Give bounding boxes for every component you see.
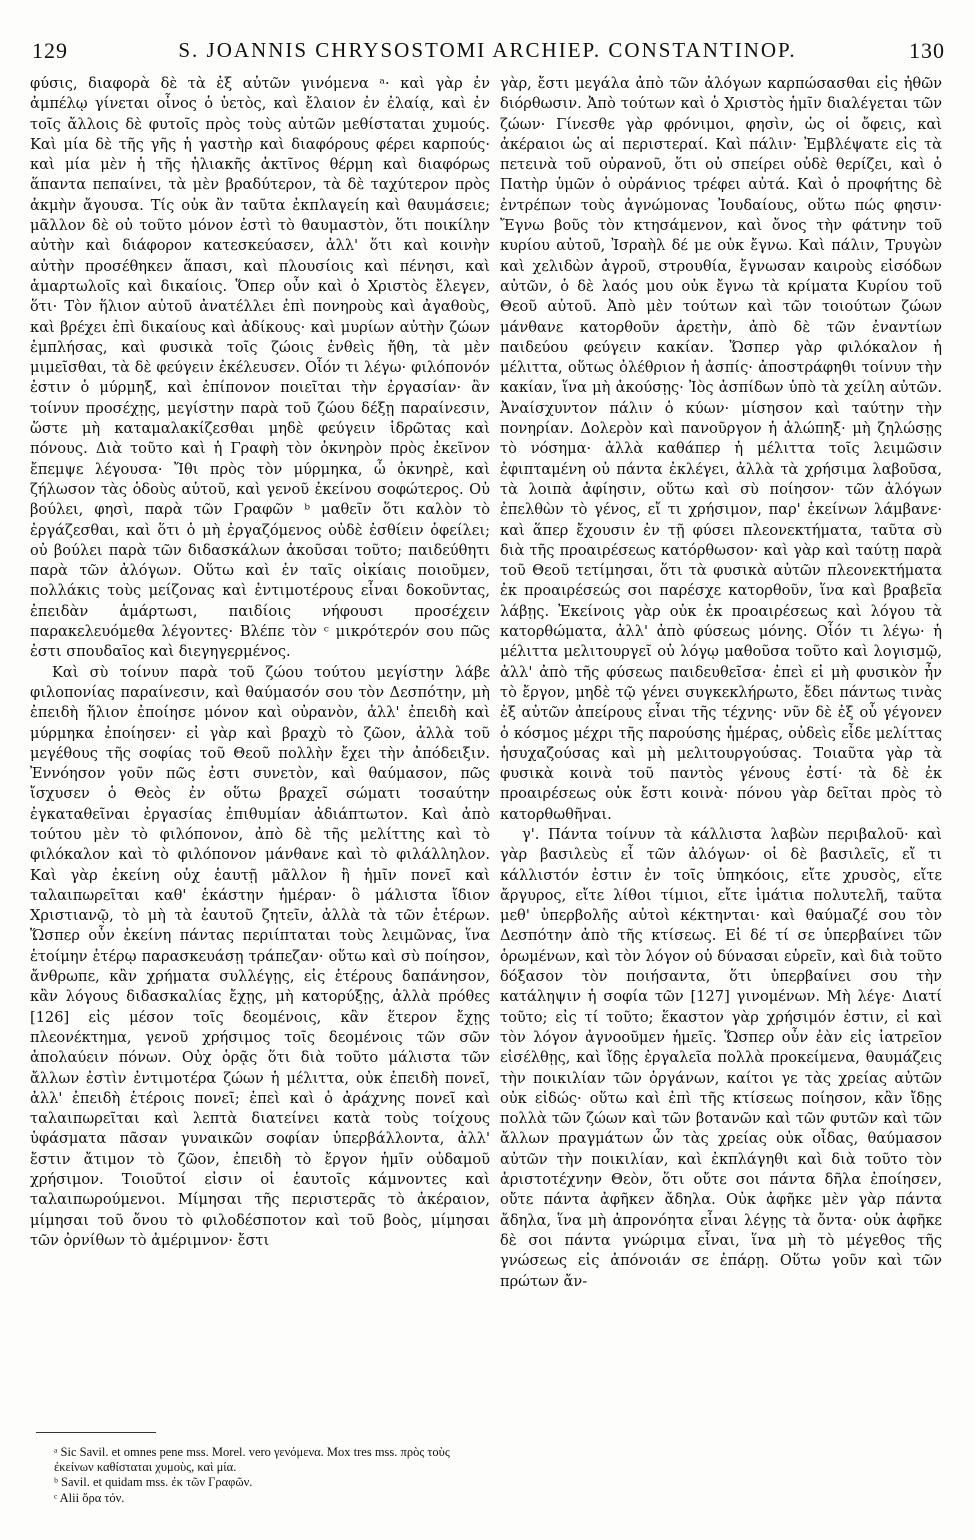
page-number-right: 130 [909,38,945,63]
right-paragraph-2: γ'. Πάντα τοίνυν τὰ κάλλιστα λαβὼν περιβαλοῦ· καὶ γὰρ βασιλεὺς εἶ τῶν ἀλόγων· οἱ δὲ βασιλεῖς, εἴ τι κάλλιστόν ἐστιν ἐν τοῖς ὑπηκόοις, εἴτε χρυσὸς, εἴτε ἄργυρος, εἴτε λίθοι τίμιοι, εἴτε ἱμάτια πολυτελῆ, ταῦτα μεθ' ὑπερβολῆς αὐτοὶ κέκτηνται· καὶ θαύμαζέ σου τὸν Δεσπότην ἀπὸ τῆς κτίσεως. Εἰ δέ τί σε ὑπερβαίνει τῶν ὁρωμένων, καὶ τὸν λόγον οὐ δύνασαι εὑρεῖν, καὶ διὰ τοῦτο δόξασον τὸν ποιήσαντα, ὅτι ὑπερβαίνει σου τὴν κατάληψιν ἡ σοφία τῶν [127] γινομένων. Μὴ λέγε· Διατί τοῦτο; εἰς τί τοῦτο; ἕκαστον γὰρ χρήσιμόν ἐστιν, εἰ καὶ τὸν λόγον ἀγνοοῦμεν ἡμεῖς. Ὥσπερ οὖν ἐὰν εἰς ἰατρεῖον εἰσέλθῃς, καὶ ἴδῃς ἐργαλεῖα πολλὰ προκείμενα, θαυμάζεις τὴν ποικιλίαν τῶν ὀργάνων, καίτοι γε τὰς χρείας αὐτῶν οὐκ εἰδώς· οὕτω καὶ ἐπὶ τῆς κτίσεως ποίησον, κἂν ἴδῃς πολλὰ τῶν ζώων καὶ τῶν βοτανῶν καὶ τῶν φυτῶν καὶ τῶν ἄλλων πραγμάτων ὧν τὰς χρείας οὐκ οἶδας, θαύμασον αὐτῶν τὴν ποικιλίαν, καὶ ἐκπλάγηθι καὶ διὰ τοῦτο τὸν ἀριστοτέχνην Θεὸν, ὅτι οὔτε σοι πάντα δῆλα ἐποίησεν, οὔτε πάντα ἀφῆκεν ἄδηλα. Οὐκ ἀφῆκε μὲν γὰρ πάντα ἄδηλα, ἵνα μὴ ἀπρονόητα εἶναι λέγῃς τὰ ὄντα· οὐκ ἀφῆκε δὲ σοι πάντα γνώριμα εἶναι, ἵνα μὴ τὸ μέγεθος τῆς γνώσεως εἰς ἀπόνοιάν σε ἐπάρῃ. Οὕτω γοῦν καὶ τῶν πρώτων ἄν- [500,825,942,1290]
footnote-c: ᶜ Alii ὅρα τόν. [54,1490,125,1505]
right-column [500,74,942,1292]
running-header [0,38,975,68]
left-paragraph-1: φύσις, διαφορὰ δὲ τὰ ἐξ αὐτῶν γινόμενα ᵃ· καὶ γὰρ ἐν ἀμπέλῳ γίνεται οἶνος ὁ ὑετὸς, καὶ ἔλαιον ἐν ἐλαίᾳ, καὶ ἐν τοῖς ἄλλοις δὲ φυτοῖς πρὸς τοὺς αὐτῶν μεθίσταται χυμούς. Καὶ μία δὲ τῆς γῆς ἡ γαστὴρ καὶ διαφόρους φέρει καρπούς· καὶ μία μὲν ἡ τῆς ἡλιακῆς ἀκτῖνος θέρμη καὶ διαφόρως ἅπαντα πεπαίνει, τὰ μὲν βραδύτερον, τὰ δὲ ταχύτερον πρὸς ἀκμὴν ἄγουσα. Τίς οὐκ ἂν ταῦτα ἐκπλαγείη καὶ θαυμάσειε; μᾶλλον δὲ οὐ τοῦτο μόνον ἐστὶ τὸ θαυμαστὸν, ὅτι ποικίλην αὐτὴν καὶ διάφορον κατεσκεύασεν, ἀλλ' ὅτι καὶ κοινὴν αὐτὴν προσέθηκεν ἅπασι, καὶ πλουσίοις καὶ πένησι, καὶ ἁμαρτωλοῖς καὶ δικαίοις. Ὅπερ οὖν καὶ ὁ Χριστὸς ἔλεγεν, ὅτι· Τὸν ἥλιον αὐτοῦ ἀνατέλλει ἐπὶ πονηροὺς καὶ ἀγαθοὺς, καὶ βρέχει ἐπὶ δικαίους καὶ ἀδίκους· καὶ μυρίων αὐτὴν ζώων ἐμπλήσας, καὶ φυσικὰ τοῖς ζώοις ἐνθεὶς ἤθη, τὰ μὲν μιμεῖσθαι, τὰ δὲ φεύγειν ἐκέλευσεν. Οἷόν τι λέγω· φιλόπονόν ἐστιν ὁ μύρμηξ, καὶ ἐπίπονον ποιεῖται τὴν ἐργασίαν· ἂν τοίνυν προσέχῃς, μεγίστην παρὰ τοῦ ζώου δέξῃ παραίνεσιν, ὥστε μὴ καταμαλακίζεσθαι μηδὲ φεύγειν ἱδρῶτας καὶ πόνους. Διὰ τοῦτο καὶ ἡ Γραφὴ τὸν ὀκνηρὸν πρὸς ἐκεῖνον ἔπεμψε λέγουσα· Ἴθι πρὸς τὸν μύρμηκα, ὦ ὀκνηρὲ, καὶ ζήλωσον τὰς ὁδοὺς αὐτοῦ, καὶ γενοῦ ἐκείνου σοφώτερος. Οὐ βούλει, φησὶ, παρὰ τῶν Γραφῶν ᵇ μαθεῖν ὅτι καλὸν τὸ ἐργάζεσθαι, καὶ ὅτι ὁ μὴ ἐργαζόμενος οὐδὲ ἐσθίειν ὀφείλει; οὐ βούλει παρὰ τῶν διδασκάλων ἀκοῦσαι τοῦτο; παιδεύθητι παρὰ τῶν ἀλόγων. Οὕτω καὶ ἐν ταῖς οἰκίαις ποιοῦμεν, πολλάκις τοὺς μείζονας καὶ ἐντιμοτέρους εἶναι δοκοῦντας, ἐπειδὰν ἁμάρτωσι, παιδίοις νήφουσι προσέχειν παρακελευόμεθα λέγοντες· Βλέπε τὸν ᶜ μικρότερόν σου πῶς ἐστι σπουδαῖος καὶ διεγηγερμένος. [30,75,490,661]
footnote-divider [36,1432,156,1433]
running-title: S. JOANNIS CHRYSOSTOMI ARCHIEP. CONSTANTINOP. [178,38,797,62]
footnote-a: ᵃ Sic Savil. et omnes pene mss. Morel. vero γενόμενα. Mox tres mss. πρὸς τοὺς ἐκείνων καθίσταται χυμοὺς, καὶ μία. [54,1445,450,1475]
left-column [30,74,490,1251]
footnotes [54,1445,484,1506]
footnote-b: ᵇ Savil. et quidam mss. ἐκ τῶν Γραφῶν. [54,1475,253,1490]
left-paragraph-2: Καὶ σὺ τοίνυν παρὰ τοῦ ζώου τούτου μεγίστην λάβε φιλοπονίας παραίνεσιν, καὶ θαύμασόν σου τὸν Δεσπότην, μὴ ἐπειδὴ ἥλιον ἐποίησε μόνον καὶ οὐρανὸν, ἀλλ' ἐπειδὴ καὶ μύρμηκα ἐποίησεν· εἰ γὰρ καὶ βραχὺ τὸ ζῶον, ἀλλὰ τοῦ μεγέθους τῆς σοφίας τοῦ Θεοῦ πολλὴν ἔχει τὴν ἀπόδειξιν. Ἐννόησον γοῦν πῶς ἐστι συνετὸν, καὶ θαύμασον, πῶς ἴσχυσεν ὁ Θεὸς ἐν οὕτω βραχεῖ σώματι τοσαύτην ἐγκαταθεῖναι ἐργασίας ἐπιθυμίαν ἀδιάπτωτον. Καὶ ἀπὸ τούτου μὲν τὸ φιλόπονον, ἀπὸ δὲ τῆς μελίττης καὶ τὸ φιλόκαλον καὶ τὸ φιλόπονον μάνθανε καὶ τὸ φιλάλληλον. Καὶ γὰρ ἐκείνη οὐχ ἑαυτῇ μᾶλλον ἢ ἡμῖν πονεῖ καὶ ταλαιπωρεῖται καθ' ἑκάστην ἡμέραν· ὃ μάλιστα ἴδιον Χριστιανῷ, τὸ μὴ τὰ ἑαυτοῦ ζητεῖν, ἀλλὰ τὰ τῶν ἑτέρων. Ὥσπερ οὖν ἐκείνη πάντας περιίπταται τοὺς λειμῶνας, ἵνα ἑτοίμην ἑτέρῳ παρασκευάσῃ τράπεζαν· οὕτω καὶ σὺ ποίησον, ἄνθρωπε, κἂν χρήματα συλλέγῃς, εἰς ἑτέρους δαπάνησον, κἂν λόγους διδασκαλίας ἔχῃς, μὴ κατορύξῃς, ἀλλὰ πρόθες [126] εἰς μέσον τοῖς δεομένοις, κἂν ἕτερον ἔχῃς πλεονέκτημα, γενοῦ χρήσιμος τοῖς δεομένοις τῶν σῶν ἀπολαύειν πόνων. Οὐχ ὁρᾷς ὅτι διὰ τοῦτο μάλιστα τῶν ἄλλων ἐστὶν ἐντιμοτέρα ζώων ἡ μέλιττα, οὐκ ἐπειδὴ πονεῖ, ἀλλ' ἐπειδὴ ἑτέροις πονεῖ; ἐπεὶ καὶ ὁ ἀράχνης πονεῖ καὶ ταλαιπωρεῖται καὶ λεπτὰ διατείνει κατὰ τοὺς τοίχους ὑφάσματα πᾶσαν γυναικῶν σοφίαν ὑπερβάλλοντα, ἀλλ' ἔστιν ἄτιμον τὸ ζῶον, ἐπειδὴ τὸ ἔργον ἡμῖν οὐδαμοῦ χρήσιμον. Τοιοῦτοί εἰσιν οἱ ἑαυτοῖς κάμνοντες καὶ ταλαιπωρούμενοι. Μίμησαι τῆς περιστερᾶς τὸ ἀκέραιον, μίμησαι τοῦ ὄνου τὸ φιλοδέσποτον καὶ τοῦ βοὸς, μίμησαι τῶν ὀρνίθων τὸ ἀμέριμνον· ἔστι [30,663,490,1249]
right-paragraph-1: γὰρ, ἔστι μεγάλα ἀπὸ τῶν ἀλόγων καρπώσασθαι εἰς ἠθῶν διόρθωσιν. Ἀπὸ τούτων καὶ ὁ Χριστὸς ἡμῖν διαλέγεται τῶν ζώων· Γίνεσθε γὰρ φρόνιμοι, φησὶν, ὡς οἱ ὄφεις, καὶ ἀκέραιοι ὡς αἱ περιστεραί. Καὶ πάλιν· Ἐμβλέψατε εἰς τὰ πετεινὰ τοῦ οὐρανοῦ, ὅτι οὐ σπείρει οὐδὲ θερίζει, καὶ ὁ Πατὴρ ὑμῶν ὁ οὐράνιος τρέφει αὐτά. Καὶ ὁ προφήτης δὲ ἐντρέπων τοὺς ἀγνώμονας Ἰουδαίους, οὕτω πώς φησιν· Ἔγνω βοῦς τὸν κτησάμενον, καὶ ὄνος τὴν φάτνην τοῦ κυρίου αὐτοῦ, Ἰσραὴλ δέ με οὐκ ἔγνω. Καὶ πάλιν, Τρυγὼν καὶ χελιδὼν ἀγροῦ, στρουθία, ἔγνωσαν καιροὺς εἰσόδων αὐτῶν, ὁ δὲ λαός μου οὐκ ἔγνω τὰ κρίματα Κυρίου τοῦ Θεοῦ αὐτοῦ. Ἀπὸ μὲν τούτων καὶ τῶν τοιούτων ζώων μάνθανε κατορθοῦν ἀρετὴν, ἀπὸ δὲ τῶν ἐναντίων παιδεύου φεύγειν κακίαν. Ὥσπερ γὰρ φιλόκαλον ἡ μέλιττα, οὕτως ὀλέθριον ἡ ἀσπίς· ἀποστράφηθι τοίνυν τὴν κακίαν, ἵνα μὴ ἀκούσῃς· Ἰὸς ἀσπίδων ὑπὸ τὰ χείλη αὐτῶν. Ἀναίσχυντον πάλιν ὁ κύων· μίσησον καὶ ταύτην τὴν πονηρίαν. Δολερὸν καὶ πανοῦργον ἡ ἀλώπηξ· μὴ ζηλώσῃς τὸ νόσημα· ἀλλὰ καθάπερ ἡ μέλιττα τοῖς λειμῶσιν ἐφιπταμένη οὐ πάντα ἐκλέγει, ἀλλὰ τὰ χρήσιμα λαβοῦσα, τὰ λοιπὰ ἀφίησιν, οὕτω καὶ σὺ ποίησον· τῶν ἀλόγων ἐπελθὼν τὸ γένος, εἴ τι χρήσιμον, παρ' ἐκείνων λάμβανε· καὶ ἅπερ ἔχουσιν ἐν τῇ φύσει πλεονεκτήματα, ταῦτα σὺ διὰ τῆς προαιρέσεως κατόρθωσον· καὶ γὰρ καὶ ταύτῃ παρὰ τοῦ Θεοῦ τετίμησαι, ὅτι τὰ φυσικὰ αὐτῶν πλεονεκτήματα ἐκ προαιρέσεώς σοι παρέσχε κατορθοῦν, ἵνα καὶ βραβεῖα λάβῃς. Ἐκείνοις γὰρ οὐκ ἐκ προαιρέσεως καὶ λόγου τὰ κατορθώματα, ἀλλ' ἀπὸ φύσεως μόνης. Οἷόν τι λέγω· ἡ μέλιττα μελιτουργεῖ οὐ λόγῳ μαθοῦσα τοῦτο καὶ λογισμῷ, ἀλλ' ἀπὸ τῆς φύσεως παιδευθεῖσα· ἐπεὶ εἰ μὴ φυσικὸν ἦν τὸ ἔργον, μηδὲ τῷ γένει συγκεκλήρωτο, ἔδει πάντως τινὰς ἐξ αὐτῶν ἀπείρους εἶναι τῆς τέχνης· νῦν δὲ ἐξ οὗ γέγονεν ὁ κόσμος μέχρι τῆς παρούσης ἡμέρας, οὐδεὶς εἶδε μελίττας ἡσυχαζούσας καὶ μὴ μελιτουργούσας. Τοιαῦτα γὰρ τὰ φυσικὰ κοινὰ τοῦ παντὸς γένους ἐστί· τὰ δὲ ἐκ προαιρέσεως οὐκ ἔστι κοινὰ· πόνου γὰρ δεῖται πρὸς τὸ κατορθωθῆναι. [500,75,942,823]
page-number-left: 129 [32,38,68,63]
